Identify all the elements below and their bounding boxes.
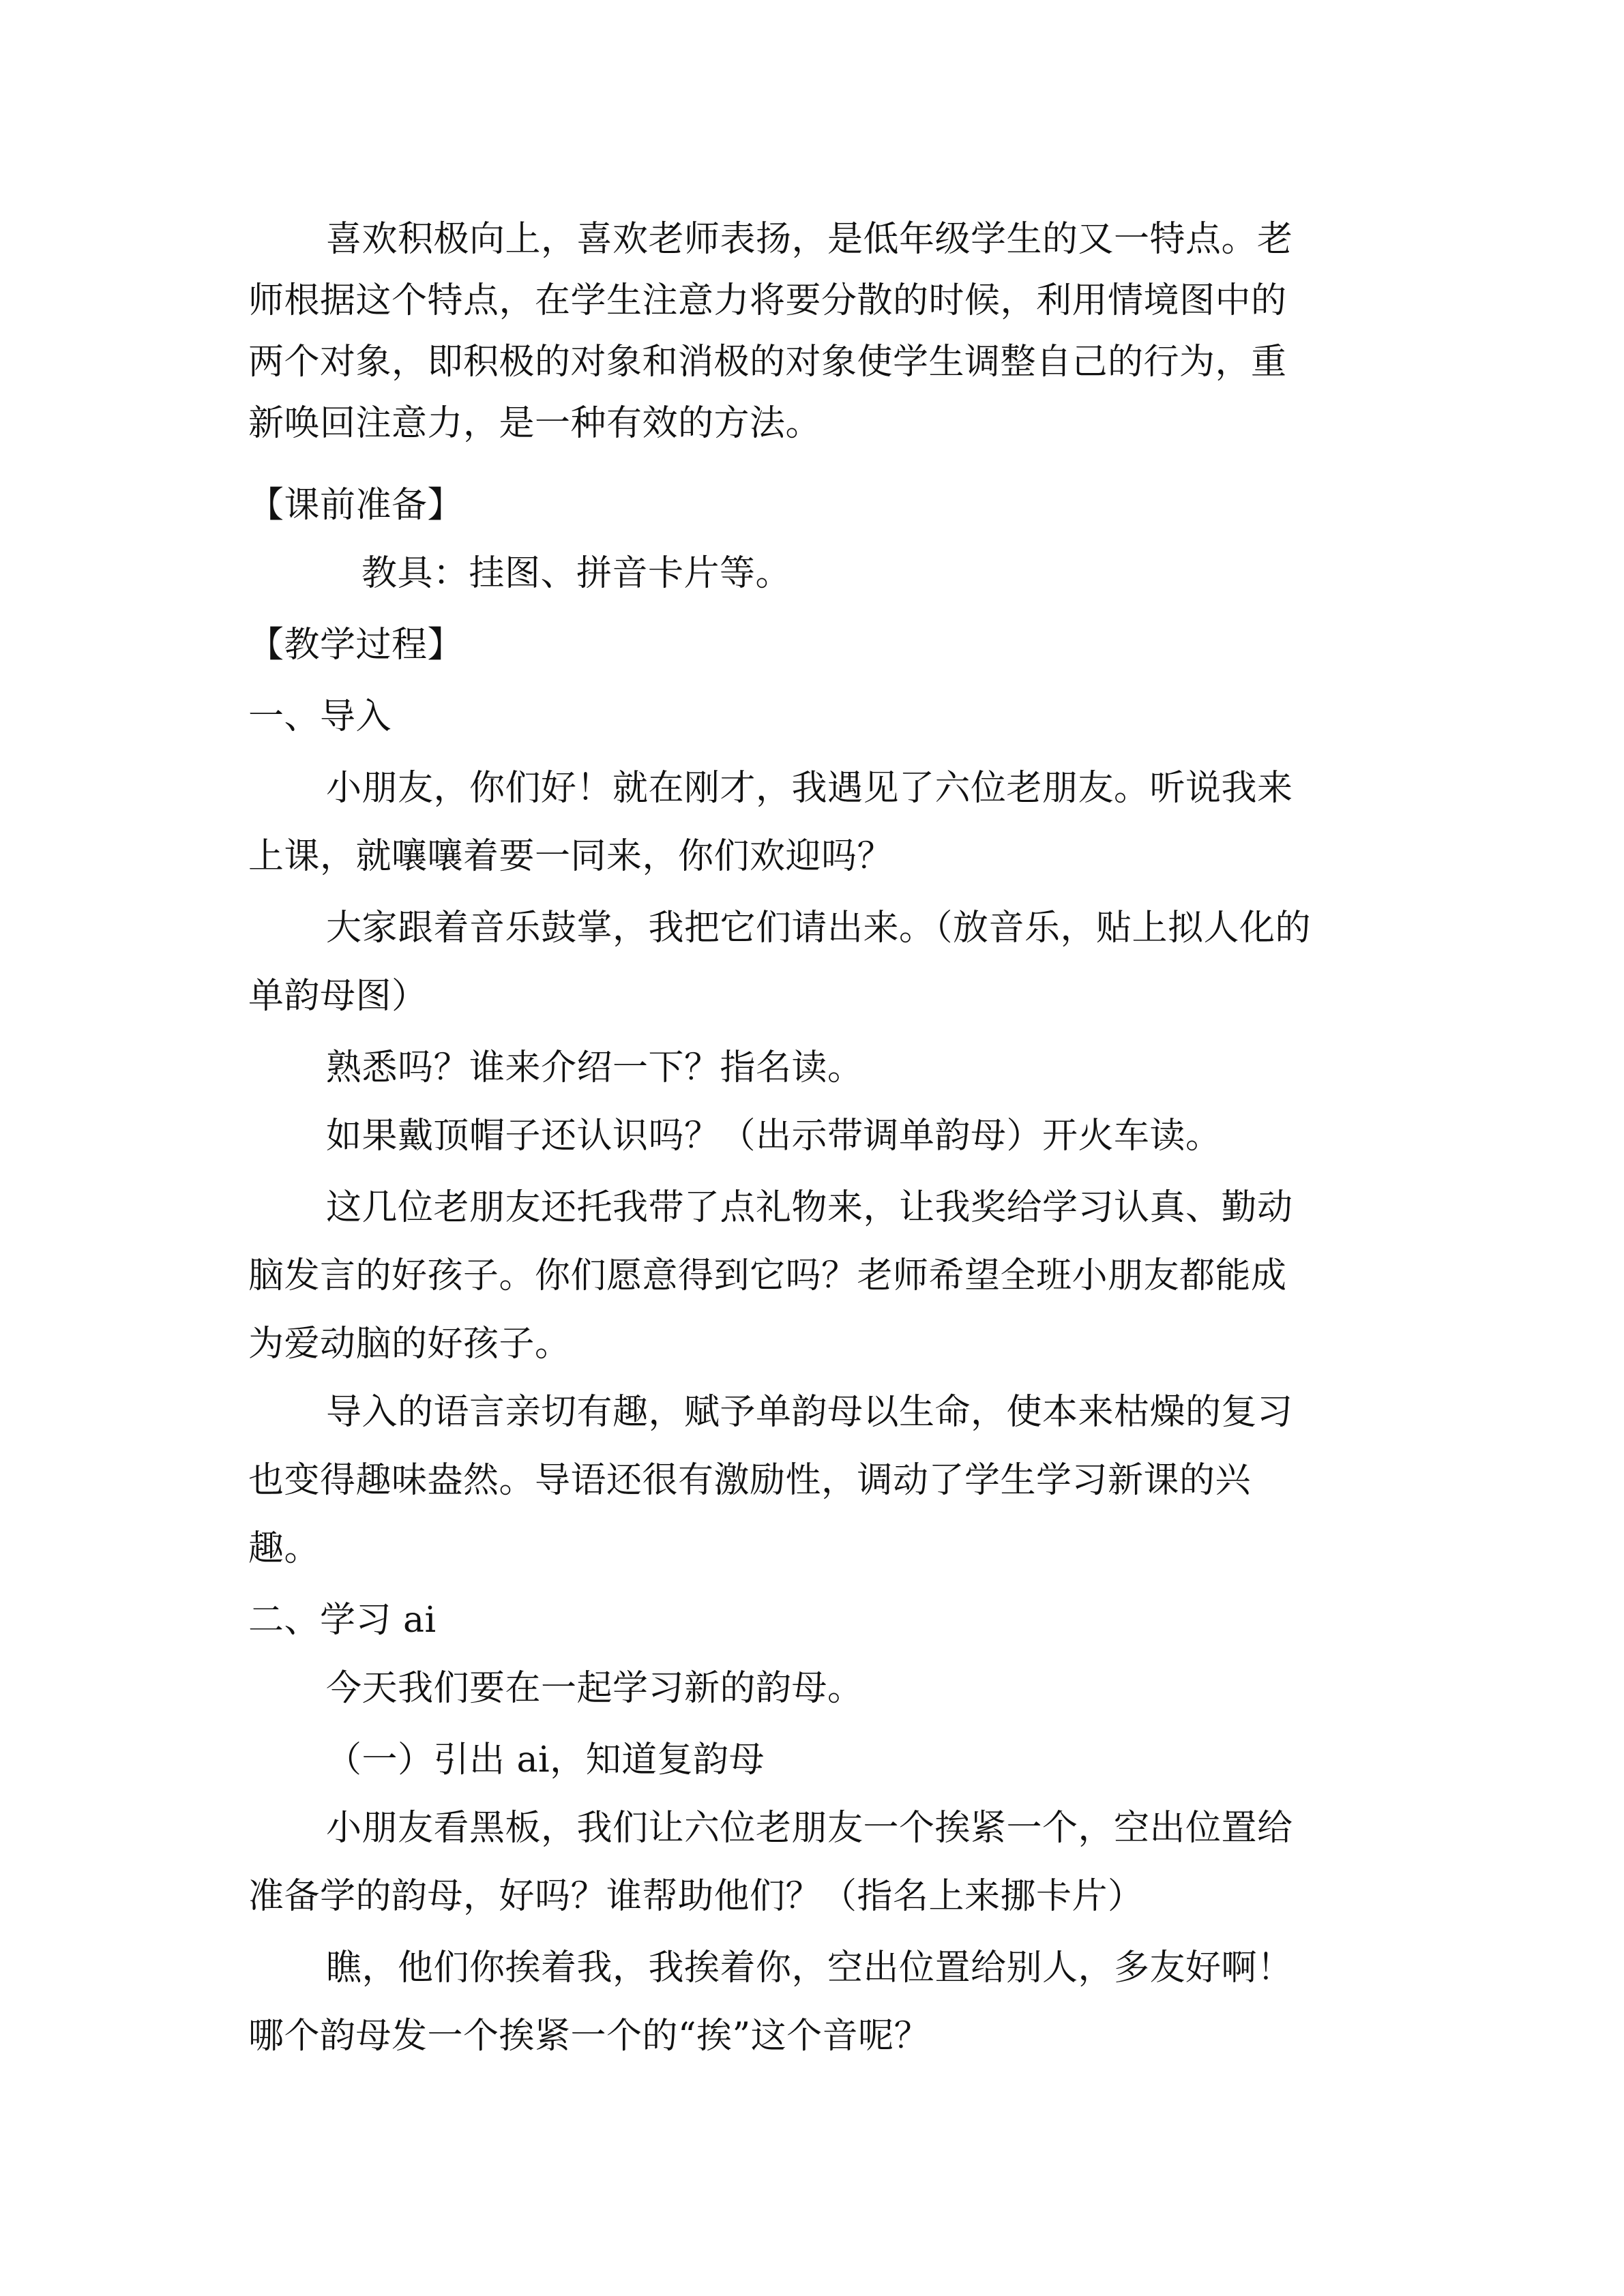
- paragraph-line: （一）引出 ai，知道复韵母: [326, 1740, 765, 1780]
- paragraph-line: 大家跟着音乐鼓掌，我把它们请出来。（放音乐，贴上拟人化的: [326, 908, 1312, 949]
- paragraph-line: 新唤回注意力，是一种有效的方法。: [248, 403, 822, 444]
- paragraph-line: 小朋友，你们好！就在刚才，我遇见了六位老朋友。听说我来: [326, 768, 1293, 809]
- paragraph-line: 今天我们要在一起学习新的韵母。: [326, 1668, 863, 1709]
- paragraph-line: 也变得趣味盎然。导语还很有激励性，调动了学生学习新课的兴: [248, 1460, 1252, 1501]
- paragraph-line: 趣。: [248, 1528, 321, 1569]
- section-heading: 【课前准备】: [248, 485, 464, 526]
- section-heading: 【教学过程】: [248, 625, 464, 666]
- paragraph-line: 如果戴顶帽子还认识吗？（出示带调单韵母）开火车读。: [326, 1116, 1222, 1157]
- section-subheading: 一、导入: [248, 696, 392, 737]
- paragraph-line: 上课，就嚷嚷着要一同来，你们欢迎吗？: [248, 836, 894, 877]
- paragraph-line: 瞧，他们你挨着我，我挨着你，空出位置给别人，多友好啊！: [326, 1948, 1293, 1988]
- paragraph-line: 为爱动脑的好孩子。: [248, 1324, 571, 1365]
- paragraph-line: 脑发言的好孩子。你们愿意得到它吗？老师希望全班小朋友都能成: [248, 1255, 1287, 1296]
- paragraph-line: 两个对象，即积极的对象和消极的对象使学生调整自己的行为，重: [248, 342, 1287, 383]
- paragraph-line: 教具：挂图、拼音卡片等。: [361, 553, 792, 594]
- paragraph-line: 师根据这个特点，在学生注意力将要分散的时候，利用情境图中的: [248, 280, 1287, 321]
- section-subheading: 二、学习 ai: [248, 1600, 437, 1641]
- paragraph-line: 哪个韵母发一个挨紧一个的“挨”这个音呢？: [248, 2016, 930, 2057]
- paragraph-line: 喜欢积极向上，喜欢老师表扬，是低年级学生的又一特点。老: [326, 219, 1293, 260]
- paragraph-line: 这几位老朋友还托我带了点礼物来，让我奖给学习认真、勤动: [326, 1187, 1293, 1228]
- paragraph-line: 单韵母图）: [248, 976, 428, 1017]
- paragraph-line: 导入的语言亲切有趣，赋予单韵母以生命，使本来枯燥的复习: [326, 1392, 1293, 1433]
- paragraph-line: 小朋友看黑板，我们让六位老朋友一个挨紧一个，空出位置给: [326, 1808, 1293, 1849]
- paragraph-line: 熟悉吗？谁来介绍一下？指名读。: [326, 1047, 863, 1088]
- paragraph-line: 准备学的韵母，好吗？谁帮助他们？（指名上来挪卡片）: [248, 1876, 1144, 1917]
